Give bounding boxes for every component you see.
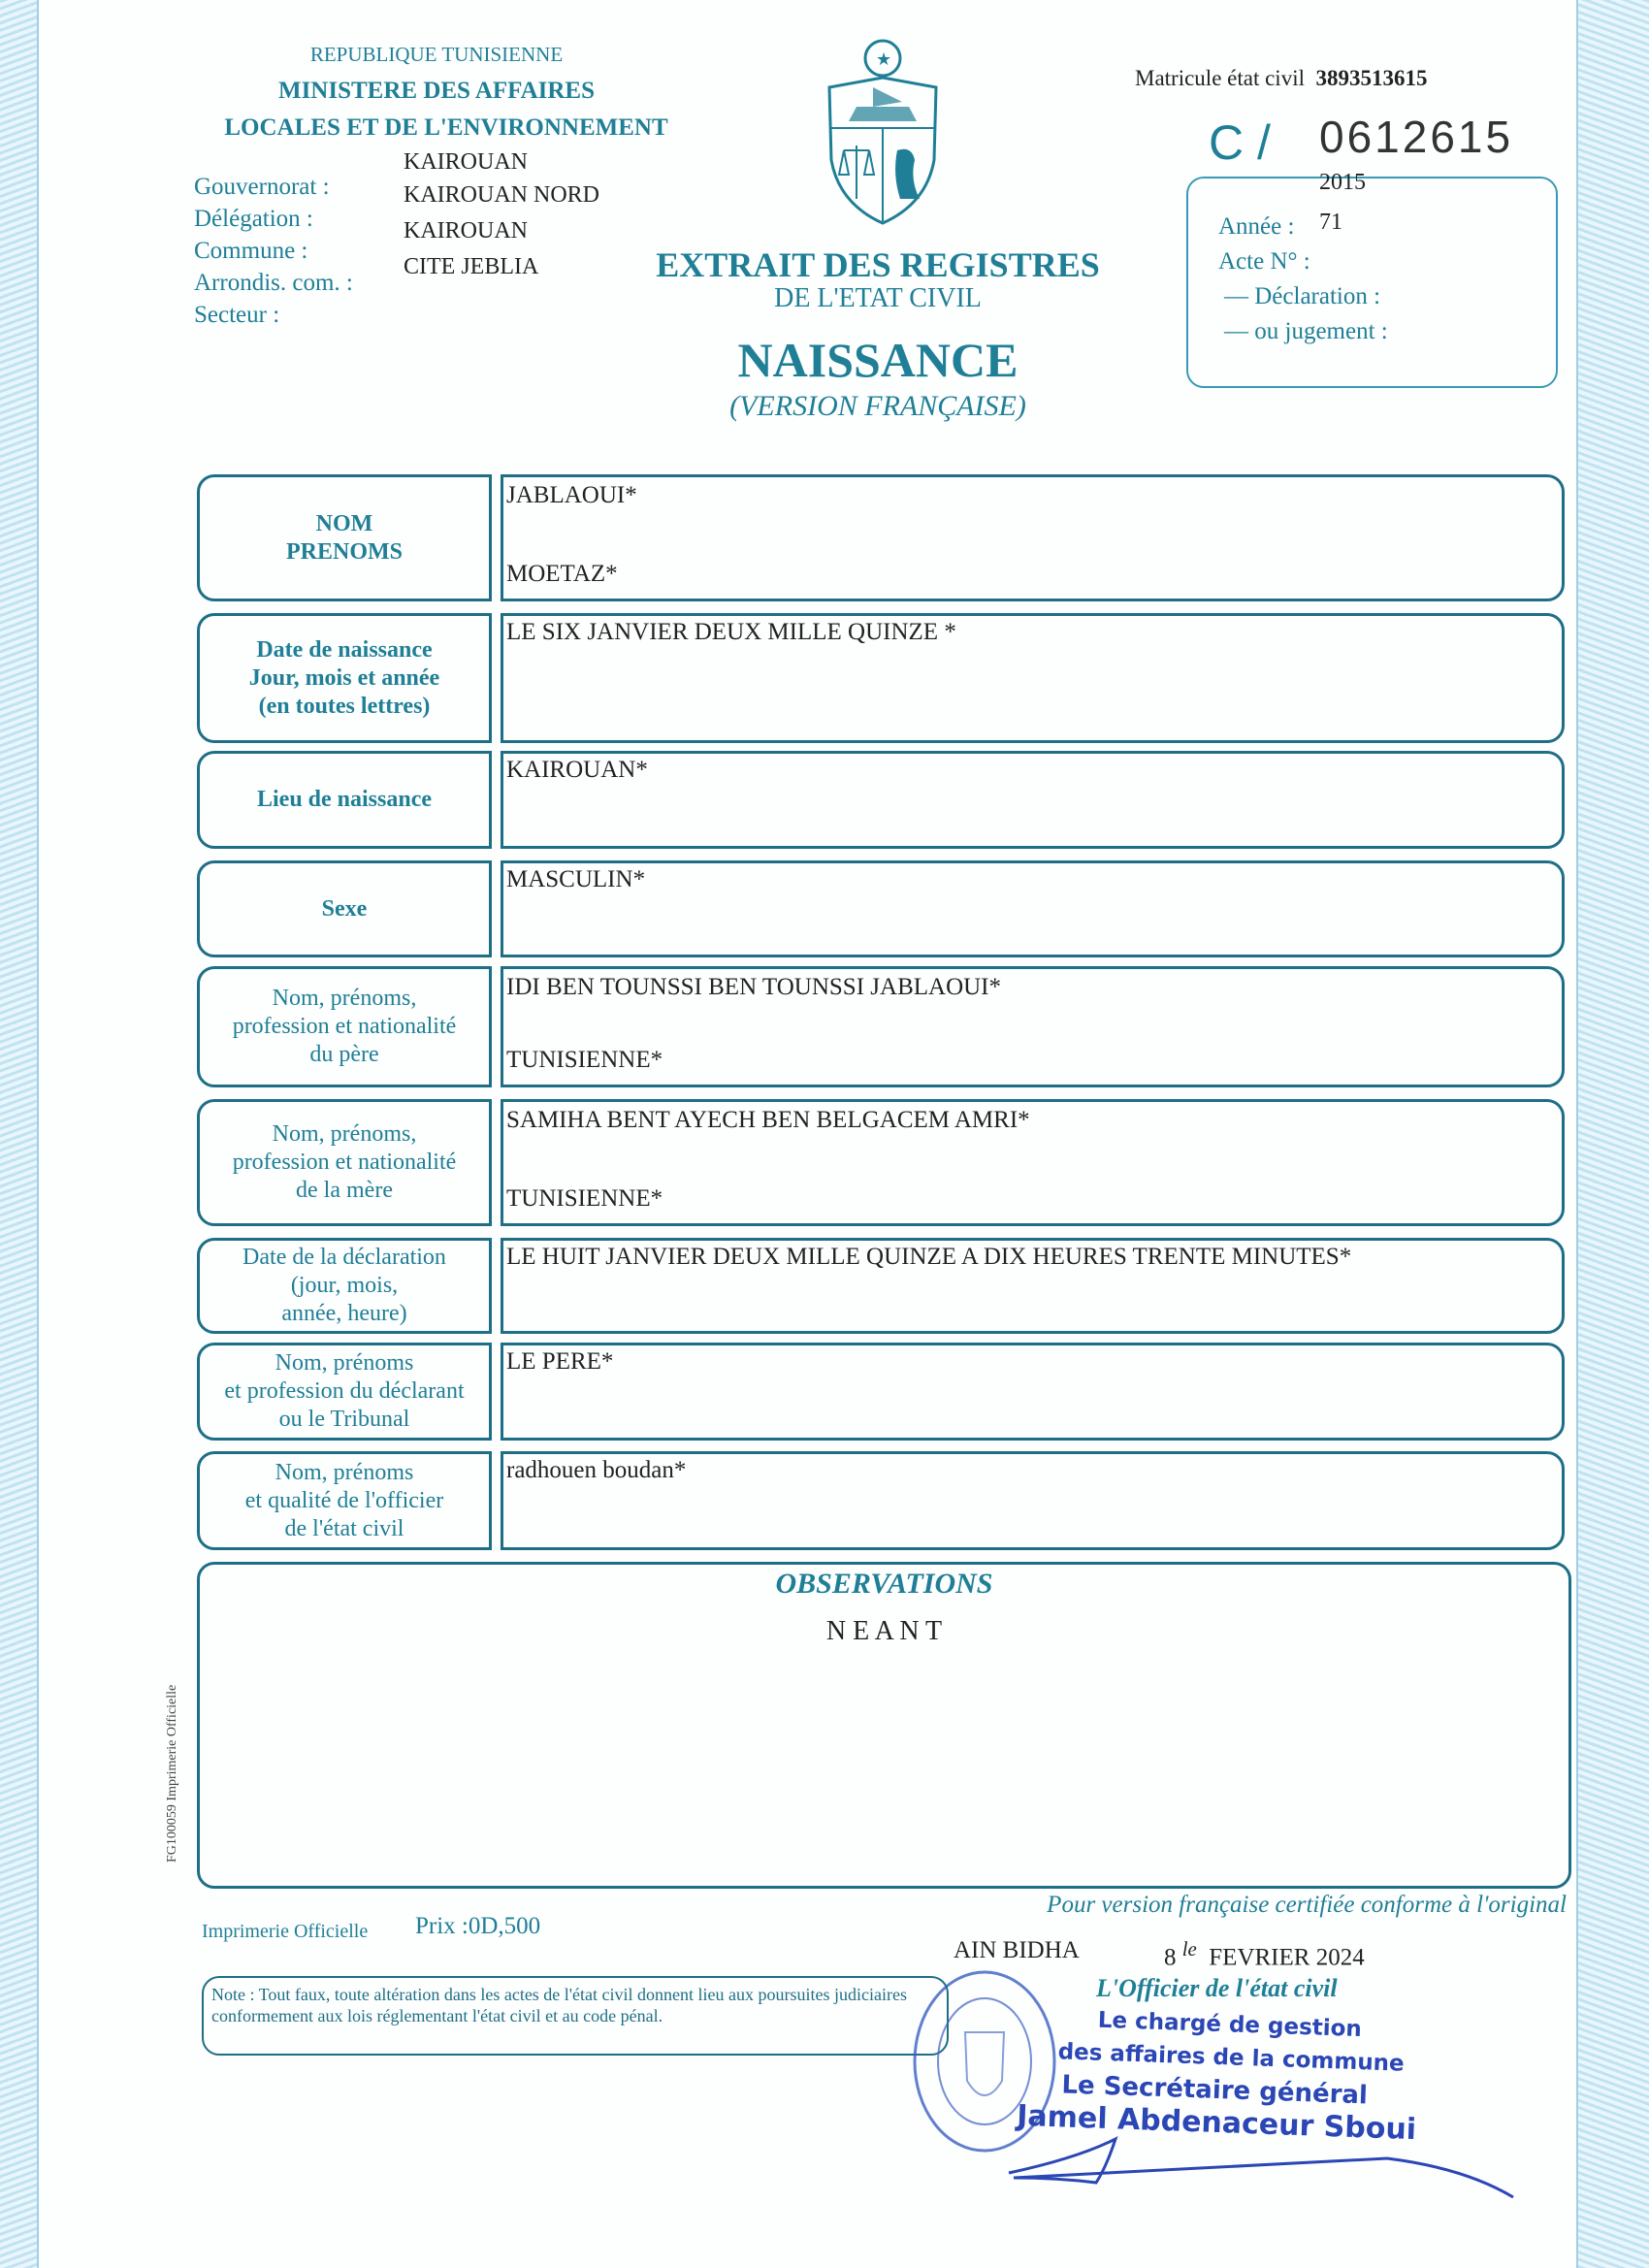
document-version: (VERSION FRANÇAISE) <box>729 390 1026 422</box>
row-label-line: et profession du déclarant <box>224 1378 465 1404</box>
officer-title: L'Officier de l'état civil <box>1096 1974 1338 2002</box>
delegation-label: Délégation : <box>194 206 313 232</box>
row-value: TUNISIENNE* <box>506 1185 663 1212</box>
document-type: NAISSANCE <box>737 333 1018 387</box>
row-label <box>197 1099 492 1226</box>
certified-text: Pour version française certifiée conforme à l'original <box>1047 1892 1567 1918</box>
row-label <box>197 1343 492 1441</box>
row-label-line: Lieu de naissance <box>256 787 433 812</box>
row-label <box>197 1451 492 1550</box>
delegation-value: KAIROUAN NORD <box>404 182 599 208</box>
signature-stamp <box>1017 2001 1420 2147</box>
row-label-line: de l'état civil <box>284 1515 404 1541</box>
decorative-border-right <box>1576 0 1649 2268</box>
matricule-label: Matricule état civil <box>1135 66 1305 90</box>
side-print-code: FG100059 Imprimerie Officielle <box>165 1684 179 1863</box>
observations-value: N E A N T <box>825 1616 943 1646</box>
gouvernorat-value: KAIROUAN <box>404 149 528 175</box>
row-label-line: NOM <box>315 510 373 536</box>
legal-note: Note : Tout faux, toute altération dans les actes de l'état civil donnent lieu aux poursuites judiciaires conformement aux lois réglementant l'état civil et au code pénal. <box>202 1976 949 2056</box>
commune-label: Commune : <box>194 238 308 264</box>
handwritten-signature-icon <box>999 2129 1523 2207</box>
printer-label: Imprimerie Officielle <box>202 1921 369 1942</box>
date-suffix: le <box>1181 1937 1197 1960</box>
row-label-line: Date de la déclaration <box>242 1245 446 1270</box>
row-label <box>197 613 492 743</box>
place: AIN BIDHA <box>954 1937 1080 1963</box>
gouvernorat-label: Gouvernorat : <box>194 174 330 200</box>
row-label-line: du père <box>309 1042 379 1067</box>
row-label <box>197 474 492 601</box>
row-value: MASCULIN* <box>506 866 646 892</box>
date <box>1164 1937 1365 1971</box>
row-value: JABLAOUI* <box>506 482 637 508</box>
jugement-label: — ou jugement : <box>1224 318 1388 344</box>
row-value: LE HUIT JANVIER DEUX MILLE QUINZE A DIX HEURES TRENTE MINUTES* <box>506 1244 1352 1270</box>
arrondissement-value: CITE JEBLIA <box>404 254 539 279</box>
row-label-line: Sexe <box>321 895 368 922</box>
matricule <box>1135 66 1427 91</box>
row-label-line: profession et nationalité <box>232 1150 457 1175</box>
admin-labels <box>194 171 353 331</box>
ministry-line-2: LOCALES ET DE L'ENVIRONNEMENT <box>224 114 668 141</box>
row-label-line: ou le Tribunal <box>278 1407 410 1432</box>
serial-prefix: C / <box>1209 115 1271 170</box>
republic-label: REPUBLIQUE TUNISIENNE <box>309 43 564 66</box>
row-label-line: profession et nationalité <box>232 1014 457 1039</box>
row-label <box>197 860 492 957</box>
row-label-line: Nom, prénoms <box>275 1459 414 1485</box>
declaration-label: — Déclaration : <box>1224 283 1381 309</box>
document-title-line-1: EXTRAIT DES REGISTRES <box>656 245 1100 284</box>
row-value: LE SIX JANVIER DEUX MILLE QUINZE * <box>506 619 956 645</box>
observations-title: OBSERVATIONS <box>775 1568 993 1600</box>
row-value-box <box>501 474 1565 601</box>
acte-box-labels <box>1218 210 1388 349</box>
commune-value: KAIROUAN <box>404 218 528 243</box>
row-label <box>197 751 492 849</box>
row-value: LE PERE* <box>506 1348 614 1375</box>
date-month-year: FEVRIER 2024 <box>1209 1944 1365 1971</box>
row-label-line: de la mère <box>296 1178 393 1203</box>
row-label-line: Nom, prénoms, <box>272 1121 417 1147</box>
row-label-line: PRENOMS <box>286 538 403 565</box>
secteur-label: Secteur : <box>194 302 280 328</box>
row-value: MOETAZ* <box>506 561 618 587</box>
document-title-line-2: DE L'ETAT CIVIL <box>774 283 982 313</box>
row-value: KAIROUAN* <box>506 757 648 783</box>
acte-number-label: Acte N° : <box>1218 248 1310 275</box>
row-label-line: Nom, prénoms, <box>272 986 417 1011</box>
row-label-line: et qualité de l'officier <box>244 1487 444 1513</box>
acte-number-value: 71 <box>1319 210 1342 235</box>
price: Prix :0D,500 <box>415 1913 541 1939</box>
row-value-box <box>501 751 1565 849</box>
matricule-value: 3893513615 <box>1315 66 1428 90</box>
annee-label: Année : <box>1218 213 1295 240</box>
svg-text:★: ★ <box>876 49 892 69</box>
date-day: 8 <box>1164 1944 1177 1971</box>
row-value-box <box>501 1343 1565 1441</box>
decorative-border-left <box>0 0 39 2268</box>
observations-box <box>197 1562 1571 1889</box>
row-label-line: Nom, prénoms <box>275 1350 414 1376</box>
row-value: IDI BEN TOUNSSI BEN TOUNSSI JABLAOUI* <box>506 974 1001 1000</box>
stamp-line-1: Le chargé de gestion <box>1097 2007 1363 2043</box>
row-value: radhouen boudan* <box>506 1457 687 1483</box>
row-value-box <box>501 860 1565 957</box>
stamp-line-2: des affaires de la commune <box>1057 2039 1406 2077</box>
arrondissement-label: Arrondis. com. : <box>194 270 353 296</box>
annee-value: 2015 <box>1319 170 1366 195</box>
row-label-line: Date de naissance <box>256 636 433 663</box>
row-value: TUNISIENNE* <box>506 1047 663 1073</box>
tunisia-coat-of-arms-icon <box>820 34 946 228</box>
row-label <box>197 1238 492 1334</box>
row-label-line: (jour, mois, <box>290 1273 399 1298</box>
row-label-line: Jour, mois et année <box>248 664 440 691</box>
ministry-line-1: MINISTERE DES AFFAIRES <box>277 78 595 104</box>
stamp-line-4: Jamel Abdenaceur Sboui <box>1016 2098 1417 2148</box>
stamp-line-3: Le Secrétaire général <box>1060 2070 1369 2111</box>
row-label-line: année, heure) <box>281 1301 407 1326</box>
row-value: SAMIHA BENT AYECH BEN BELGACEM AMRI* <box>506 1107 1030 1133</box>
serial-number: 0612615 <box>1319 112 1514 162</box>
row-label <box>197 966 492 1087</box>
row-label-line: (en toutes lettres) <box>258 693 431 719</box>
